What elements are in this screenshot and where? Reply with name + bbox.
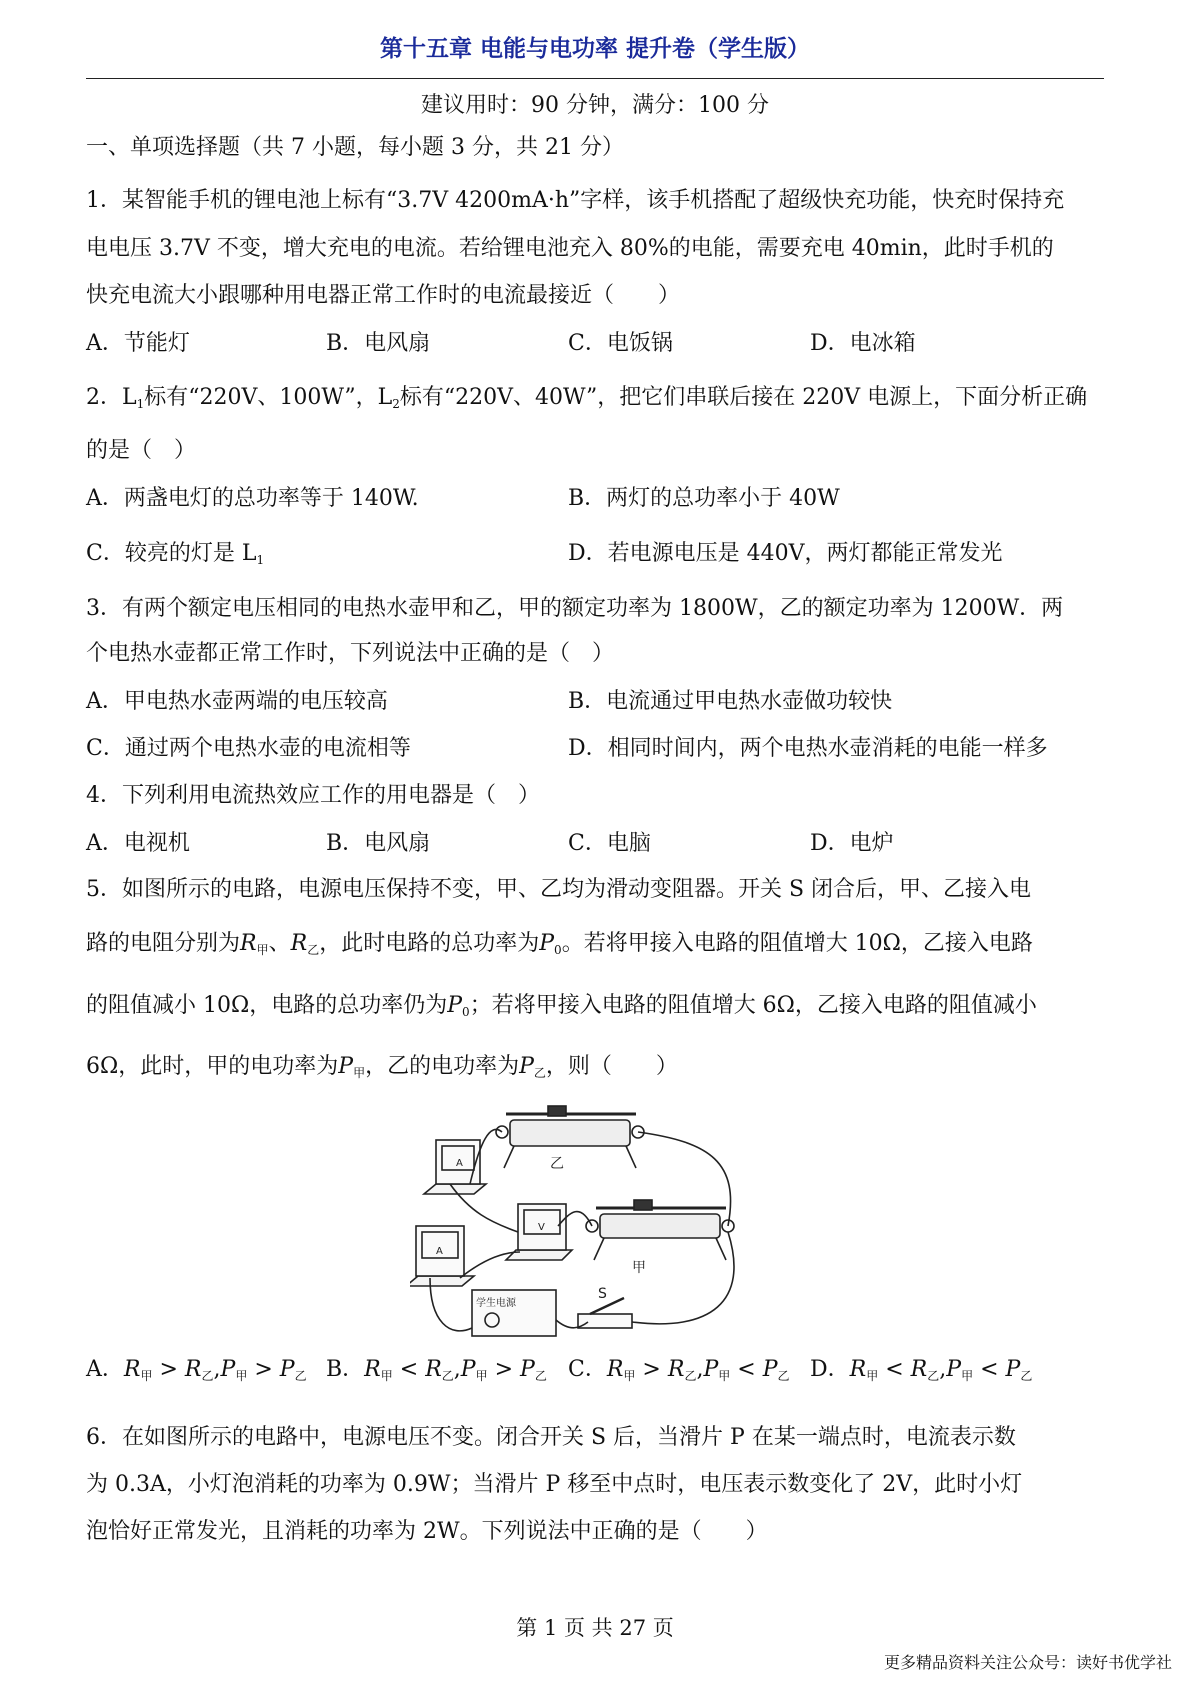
var-p: P — [762, 1357, 778, 1382]
q1-line-1: 1．某智能手机的锂电池上标有“3.7V 4200mA·h”字样，该手机搭配了超级快充功能，快充时保持充 — [86, 188, 1065, 213]
q2-text-b: 标有“220V、40W”，把它们串联后接在 220V 电源上，下面分析正确 — [399, 385, 1088, 410]
var-r: R — [910, 1357, 928, 1382]
op-gt: > — [487, 1357, 521, 1382]
label-power-supply: 学生电源 — [476, 1298, 516, 1309]
q5-option-d — [810, 1356, 1032, 1390]
q5-line-4 — [86, 1053, 678, 1087]
q2-option-c-text: C．较亮的灯是 L — [86, 541, 257, 566]
q4-option-b: B．电风扇 — [326, 831, 431, 856]
sub-jia: 甲 — [961, 1369, 974, 1383]
q1-option-c: C．电饭锅 — [568, 331, 673, 356]
rheostat-yi — [510, 1120, 630, 1146]
q3-option-b: B．电流通过甲电热水壶做功较快 — [568, 689, 893, 714]
comma: , — [453, 1357, 461, 1382]
q3-option-a: A．甲电热水壶两端的电压较高 — [86, 689, 388, 714]
var-p: P — [539, 931, 555, 956]
var-r: R — [364, 1357, 381, 1382]
var-r: R — [123, 1357, 141, 1382]
q5-text: 。若将甲接入电路的阻值增大 10Ω，乙接入电路 — [561, 931, 1033, 956]
q5-option-c — [568, 1356, 790, 1390]
q3-option-d: D．相同时间内，两个电热水壶消耗的电能一样多 — [568, 736, 1048, 761]
q6-line-1: 6．在如图所示的电路中，电源电压不变。闭合开关 S 后，当滑片 P 在某一端点时，电流表示数 — [86, 1425, 1016, 1450]
label-jia: 甲 — [632, 1260, 646, 1276]
sub-jia: 甲 — [140, 1369, 153, 1383]
q3-option-c: C．通过两个电热水壶的电流相等 — [86, 736, 411, 761]
q1-line-2: 电电压 3.7V 不变，增大充电的电流。若给锂电池充入 80%的电能，需要充电 40min，此时手机的 — [86, 236, 1054, 261]
var-p: P — [338, 1054, 354, 1079]
option-label: C． — [568, 1357, 607, 1382]
op-lt: < — [392, 1357, 426, 1382]
q4-option-d: D．电炉 — [810, 831, 894, 856]
label-ammeter-top: A — [456, 1158, 463, 1169]
var-p: P — [519, 1054, 534, 1079]
q5-line-3 — [86, 992, 1037, 1026]
lamp-l2: L — [377, 385, 393, 410]
q5-option-a — [86, 1356, 307, 1390]
q2-option-d: D．若电源电压是 440V，两灯都能正常发光 — [568, 541, 1003, 566]
sub-yi: 乙 — [684, 1369, 697, 1383]
q1-option-d: D．电冰箱 — [810, 331, 916, 356]
op-lt: < — [878, 1357, 911, 1382]
q5-text: ；若将甲接入电路的阻值增大 6Ω，乙接入电路的阻值减小 — [469, 993, 1037, 1018]
var-p: P — [220, 1357, 236, 1382]
q3-line-1: 3．有两个额定电压相同的电热水壶甲和乙，甲的额定功率为 1800W，乙的额定功率为 1200W．两 — [86, 596, 1064, 621]
sub-zero: 0 — [554, 943, 562, 957]
var-p: P — [460, 1357, 476, 1382]
q1-option-b: B．电风扇 — [326, 331, 431, 356]
q5-text: ，乙的电功率为 — [365, 1054, 520, 1079]
op-gt: > — [635, 1357, 668, 1382]
q5-text: 的阻值减小 10Ω，电路的总功率仍为 — [86, 993, 448, 1018]
comma: , — [213, 1357, 221, 1382]
q3-line-2: 个电热水壶都正常工作时，下列说法中正确的是（ ） — [86, 641, 615, 666]
q2-option-c — [86, 540, 264, 574]
sub-yi: 乙 — [927, 1369, 940, 1383]
q2-line-1 — [86, 384, 1087, 418]
page-number: 第 1 页 共 27 页 — [516, 1616, 674, 1640]
op-gt: > — [247, 1357, 280, 1382]
label-s: S — [598, 1286, 607, 1302]
sub-zero: 0 — [462, 1005, 470, 1019]
var-r: R — [290, 931, 308, 956]
sub-yi: 乙 — [1020, 1369, 1033, 1383]
q5-text: ，则（ ） — [545, 1054, 678, 1079]
footer-note: 更多精品资料关注公众号：读好书优学社 — [883, 1653, 1172, 1672]
q5-text: ，此时电路的总功率为 — [319, 931, 540, 956]
q5-line-2 — [86, 930, 1033, 964]
document-subtitle: 建议用时：90 分钟，满分：100 分 — [421, 93, 769, 118]
var-p: P — [447, 993, 463, 1018]
var-r: R — [606, 1357, 624, 1382]
lamp-l2-sub: 2 — [392, 397, 400, 411]
label-voltmeter: V — [538, 1222, 545, 1233]
op-lt: < — [730, 1357, 763, 1382]
sub-jia: 甲 — [235, 1369, 248, 1383]
power-supply — [472, 1290, 556, 1336]
q5-option-b — [326, 1356, 547, 1390]
q2-option-c-sub: 1 — [256, 553, 265, 567]
sub-yi: 乙 — [533, 1066, 546, 1080]
var-p: P — [279, 1357, 295, 1382]
label-yi: 乙 — [550, 1156, 564, 1172]
sub-yi: 乙 — [441, 1369, 454, 1383]
sub-jia: 甲 — [623, 1369, 636, 1383]
q1-line-3: 快充电流大小跟哪种用电器正常工作时的电流最接近（ ） — [86, 283, 681, 308]
option-label: A． — [86, 1357, 124, 1382]
sub-yi: 乙 — [777, 1369, 790, 1383]
var-p: P — [946, 1357, 962, 1382]
lamp-l1-sub: 1 — [136, 397, 145, 411]
option-label: B． — [326, 1357, 365, 1382]
q1-option-a: A．节能灯 — [86, 331, 190, 356]
var-r: R — [184, 1357, 202, 1382]
sub-yi: 乙 — [294, 1369, 307, 1383]
var-p: P — [520, 1357, 535, 1382]
sub-yi: 乙 — [307, 943, 320, 957]
q2-text-a: 标有“220V、100W”， — [144, 385, 378, 410]
op-gt: > — [152, 1357, 185, 1382]
var-r: R — [667, 1357, 685, 1382]
sub-jia: 甲 — [866, 1369, 879, 1383]
q4-line-1: 4．下列利用电流热效应工作的用电器是（ ） — [86, 783, 540, 808]
circuit-figure — [410, 1102, 788, 1340]
q2-number: 2． — [86, 385, 122, 410]
var-r: R — [849, 1357, 867, 1382]
sub-jia: 甲 — [353, 1066, 366, 1080]
var-r: R — [425, 1357, 442, 1382]
var-p: P — [1005, 1357, 1021, 1382]
q6-line-3: 泡恰好正常发光，且消耗的功率为 2W。下列说法中正确的是（ ） — [86, 1519, 768, 1544]
q5-text: 6Ω，此时，甲的电功率为 — [86, 1054, 339, 1079]
sub-jia: 甲 — [380, 1369, 393, 1383]
q4-option-c: C．电脑 — [568, 831, 651, 856]
q4-option-a: A．电视机 — [86, 831, 190, 856]
comma: , — [939, 1357, 947, 1382]
sub-yi: 乙 — [534, 1369, 547, 1383]
comma: , — [696, 1357, 704, 1382]
op-lt: < — [973, 1357, 1006, 1382]
slider-yi — [548, 1106, 566, 1116]
q5-line-1: 5．如图所示的电路，电源电压保持不变，甲、乙均为滑动变阻器。开关 S 闭合后，甲、乙接入电 — [86, 877, 1032, 902]
option-label: D． — [810, 1357, 850, 1382]
rheostat-jia — [600, 1214, 720, 1238]
q2-line-2: 的是（ ） — [86, 438, 197, 463]
lamp-l1: L — [122, 385, 137, 410]
separator: 、 — [268, 931, 291, 956]
q2-option-b: B．两灯的总功率小于 40W — [568, 486, 840, 511]
slider-jia — [634, 1200, 652, 1210]
sub-jia: 甲 — [256, 943, 269, 957]
section-heading: 一、单项选择题（共 7 小题，每小题 3 分，共 21 分） — [86, 135, 624, 160]
sub-jia: 甲 — [475, 1369, 488, 1383]
var-r: R — [240, 931, 257, 956]
sub-jia: 甲 — [718, 1369, 731, 1383]
q5-text: 路的电阻分别为 — [86, 931, 241, 956]
switch — [578, 1314, 632, 1328]
label-ammeter-bottom: A — [436, 1246, 443, 1257]
header-divider — [86, 78, 1104, 79]
var-p: P — [703, 1357, 719, 1382]
q6-line-2: 为 0.3A，小灯泡消耗的功率为 0.9W；当滑片 P 移至中点时，电压表示数变化了 2V，此时小灯 — [86, 1472, 1023, 1497]
sub-yi: 乙 — [201, 1369, 214, 1383]
document-title: 第十五章 电能与电功率 提升卷（学生版） — [379, 36, 810, 62]
q2-option-a: A．两盏电灯的总功率等于 140W. — [86, 486, 419, 511]
